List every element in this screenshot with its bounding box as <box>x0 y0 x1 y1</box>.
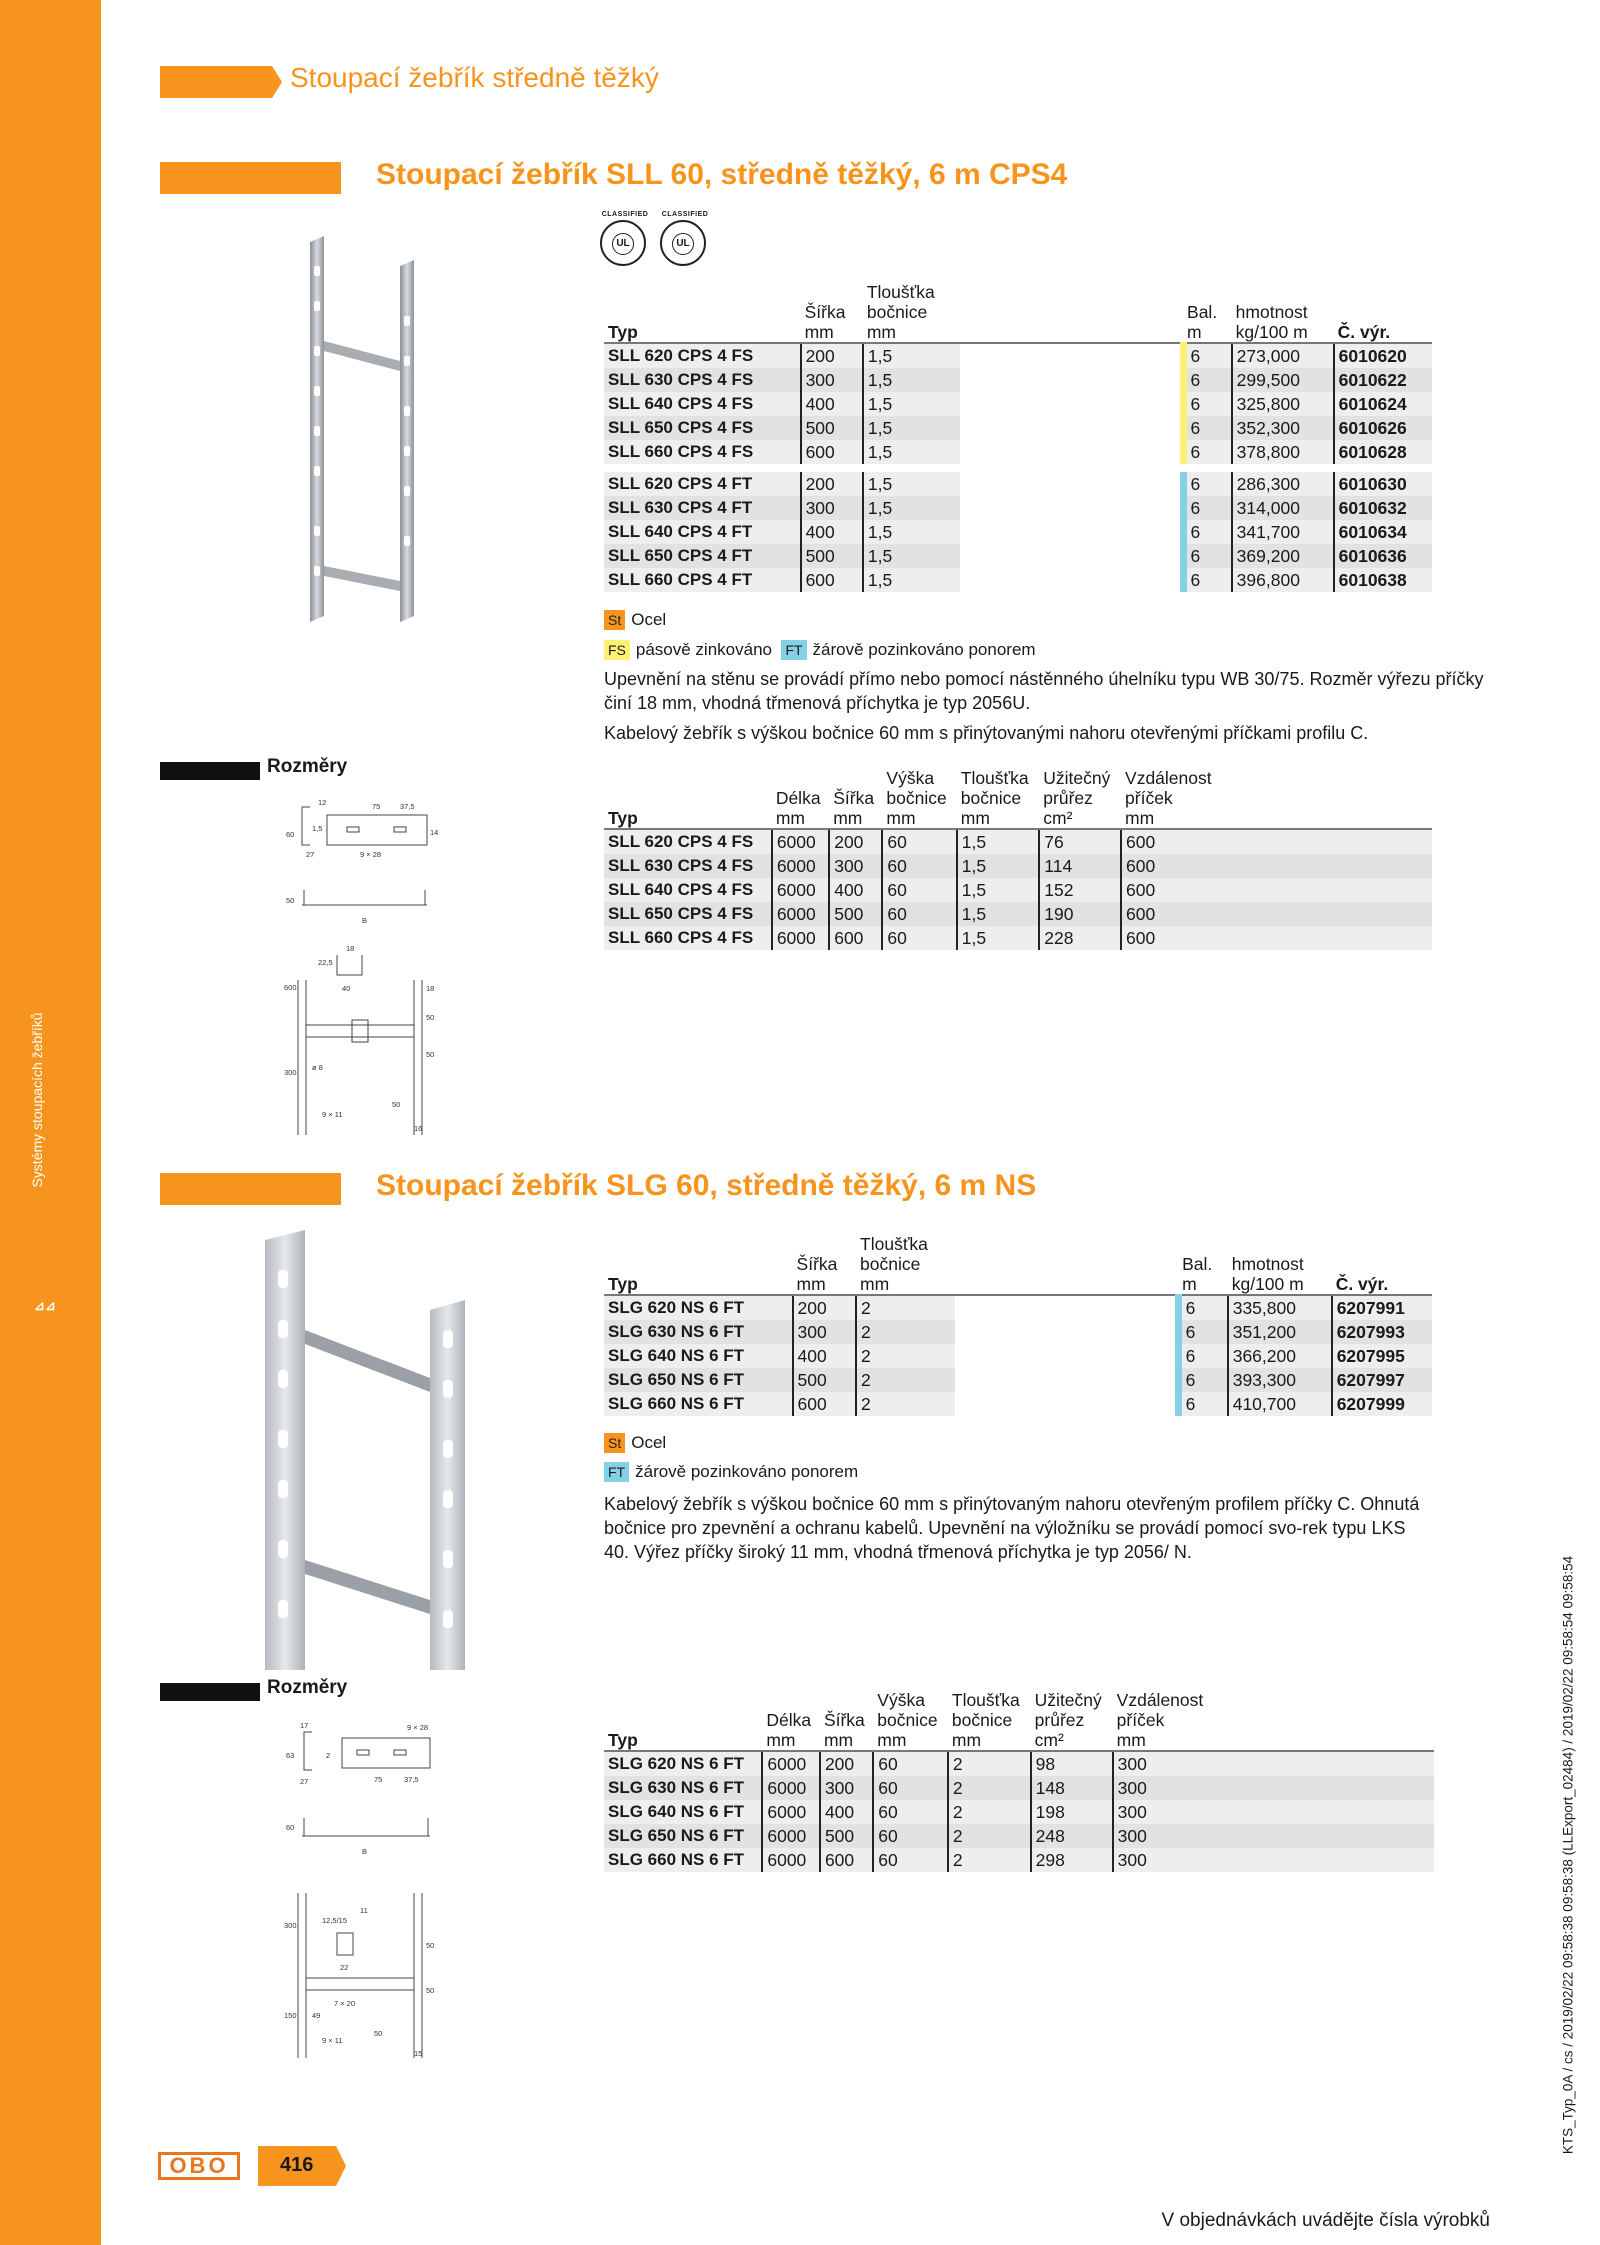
dim-label: 75 <box>374 1775 383 1784</box>
dim-label: 15 <box>414 2049 423 2058</box>
dim-label: 50 <box>426 1941 435 1950</box>
dim-label: 60 <box>286 830 295 839</box>
dim-label: 12,5/15 <box>322 1916 348 1925</box>
dim-label: 9 × 11 <box>322 1110 343 1119</box>
slg-dimension-drawing <box>282 1718 442 2063</box>
sll-dimension-drawing <box>282 795 442 1135</box>
dim-label: 49 <box>312 2011 321 2020</box>
table-row: SLL 650 CPS 4 FT 500 1,5 6 369,200 6010636 <box>604 544 1432 568</box>
dim-label: 50 <box>392 1100 401 1109</box>
dim-label: 14 <box>430 828 439 837</box>
side-band <box>0 0 101 2245</box>
dim-label: 18 <box>346 944 355 953</box>
ladder-photo-slg <box>260 1230 470 1670</box>
dim-label: 50 <box>374 2029 383 2038</box>
table-row: SLL 660 CPS 4 FT 600 1,5 6 396,800 6010638 <box>604 568 1432 592</box>
table-row: SLG 640 NS 6 FT 400 2 6 366,200 6207995 <box>604 1344 1432 1368</box>
slg-order-table: Tloušťka Šířka bočnice Bal. hmotnost Typ mm mm m kg/100 m Č. výr. SLG 620 NS 6 FT 200 2 6 335,800 6207991 SLG 630 NS 6 FT 300 2 6 351,200 6207993 SLG 640 NS 6 FT 400 2 6 366,200 6207995 SLG 650 NS 6 FT 500 2 6 393,300 6207997 SLG 660 NS 6 FT 600 2 6 410,700 6207999 <box>604 1234 1432 1416</box>
ladder-photo-sll <box>300 236 430 622</box>
header-bar <box>160 66 272 98</box>
dim-label: 2 <box>326 1751 331 1760</box>
dim-label: 18 <box>426 984 435 993</box>
dim-label: 9 × 28 <box>407 1723 429 1732</box>
dim-label: 7 × 20 <box>334 1999 356 2008</box>
header-arrow <box>272 66 282 98</box>
table-row: SLG 620 NS 6 FT 200 2 6 335,800 6207991 <box>604 1295 1432 1320</box>
dim-label: 40 <box>342 984 351 993</box>
dim-label: 9 × 28 <box>360 850 382 859</box>
page-title: Stoupací žebřík středně těžký <box>290 62 659 93</box>
dim-label: 16 <box>414 1124 423 1133</box>
table-row: SLG 640 NS 6 FT 6000 400 60 2 198 300 <box>604 1800 1434 1824</box>
dim-label: 300 <box>284 1068 297 1077</box>
dim-label: 17 <box>300 1721 309 1730</box>
slg-description-text: Kabelový žebřík s výškou bočnice 60 mm s přinýtovaným nahoru otevřeným profilem příčky C. Ohnutá bočnice pro zpevnění a ochranu kabelů. Upevnění na výložníku se provádí pomocí svo-rek typu LKS 40. Výřez příčky široký 11 mm, vhodná třmenová příchytka je typ 2056/ N. <box>604 1494 1420 1562</box>
dim-label: 37,5 <box>404 1775 419 1784</box>
sll-dimensions-table: Výška Tloušťka Užitečný Vzdálenost Délka Šířka bočnice bočnice průřez příček Typ mm mm mm mm cm² mm SLL 620 CPS 4 FS 6000 200 60 1,5 76 600 SLL 630 CPS 4 FS 6000 300 60 1,5 114 600 SLL 640 CPS 4 FS 6000 400 60 1,5 152 600 SLL 650 CPS 4 FS 6000 500 60 1,5 190 600 SLL 660 CPS 4 FS 6000 600 60 1,5 228 600 <box>604 768 1432 950</box>
dim-label: 50 <box>426 1986 435 1995</box>
legend-steel-2: St Ocel <box>604 1433 666 1453</box>
table-row: SLL 640 CPS 4 FS 6000 400 60 1,5 152 600 <box>604 878 1432 902</box>
dim-label: 150 <box>284 2011 297 2020</box>
table-row: SLL 660 CPS 4 FS 6000 600 60 1,5 228 600 <box>604 926 1432 950</box>
section1-title: Stoupací žebřík SLL 60, středně těžký, 6 m CPS4 <box>376 158 1068 191</box>
ul-classified-badge: CLASSIFIED UL <box>600 220 646 266</box>
section2-bar <box>160 1173 341 1205</box>
legend-finish-2: FT žárově pozinkováno ponorem <box>604 1462 858 1482</box>
dim-label: 12 <box>318 798 327 807</box>
table-row: SLL 640 CPS 4 FT 400 1,5 6 341,700 6010634 <box>604 520 1432 544</box>
dim-label: 75 <box>372 802 381 811</box>
table-row: SLG 620 NS 6 FT 6000 200 60 2 98 300 <box>604 1751 1434 1776</box>
dim-label: 11 <box>360 1906 368 1915</box>
dim-label: 300 <box>284 1921 297 1930</box>
footer-note: V objednávkách uvádějte čísla výrobků <box>1161 2210 1490 2231</box>
table-row: SLL 640 CPS 4 FS 400 1,5 6 325,800 6010624 <box>604 392 1432 416</box>
dim-label: 37,5 <box>400 802 415 811</box>
table-row: SLL 650 CPS 4 FS 500 1,5 6 352,300 6010626 <box>604 416 1432 440</box>
dims-bar <box>160 762 260 780</box>
table-row: SLG 630 NS 6 FT 300 2 6 351,200 6207993 <box>604 1320 1432 1344</box>
table-row: SLG 660 NS 6 FT 6000 600 60 2 298 300 <box>604 1848 1434 1872</box>
table-row: SLG 650 NS 6 FT 6000 500 60 2 248 300 <box>604 1824 1434 1848</box>
dim-label: 60 <box>286 1823 295 1832</box>
dims-bar-2 <box>160 1683 260 1701</box>
sll-order-table: Tloušťka Šířka bočnice Bal. hmotnost Typ mm mm m kg/100 m Č. výr. SLL 620 CPS 4 FS 200 1,5 6 273,000 6010620 SLL 630 CPS 4 FS 300 1,5 6 299,500 6010622 SLL 640 CPS 4 FS 400 1,5 6 325,800 6010624 SLL 650 CPS 4 FS 500 1,5 6 352,300 6010626 SLL 660 CPS 4 FS 600 1,5 6 378,800 6010628 SLL 620 CPS 4 FT 200 1,5 6 286,300 6010630 SLL 630 CPS 4 FT 300 1,5 6 314,000 6010632 SLL 640 CPS 4 FT 400 1,5 6 341,700 6010634 SLL 650 CPS 4 FT 500 1,5 6 369,200 6010636 SLL 660 CPS 4 FT 600 1,5 6 396,800 6010638 <box>604 282 1432 592</box>
sll-description-text: Kabelový žebřík s výškou bočnice 60 mm s přinýtovanými nahoru otevřenými příčkami profilu C. <box>604 723 1369 743</box>
dim-label: 9 × 11 <box>322 2036 343 2045</box>
table-row: SLL 630 CPS 4 FS 6000 300 60 1,5 114 600 <box>604 854 1432 878</box>
table-row: SLL 660 CPS 4 FS 600 1,5 6 378,800 6010628 <box>604 440 1432 464</box>
dim-label: 50 <box>286 896 295 905</box>
table-row: SLL 650 CPS 4 FS 6000 500 60 1,5 190 600 <box>604 902 1432 926</box>
dim-label: 22,5 <box>318 958 333 967</box>
obo-logo: OBO <box>158 2152 240 2180</box>
table-row: SLL 620 CPS 4 FS 6000 200 60 1,5 76 600 <box>604 829 1432 854</box>
table-row: SLG 630 NS 6 FT 6000 300 60 2 148 300 <box>604 1776 1434 1800</box>
chapter-icon: ⊿⊿ <box>34 1298 56 1313</box>
dim-label: 50 <box>426 1050 435 1059</box>
section2-title: Stoupací žebřík SLG 60, středně těžký, 6 m NS <box>376 1169 1037 1202</box>
dim-label: 22 <box>340 1963 349 1972</box>
export-code: KTS_Typ_0A / cs / 2019/02/22 09:58:38 09:58:38 (LLExport_02484) / 2019/02/22 09:58:54 09:58:54 <box>1560 1555 1576 2155</box>
table-row: SLL 620 CPS 4 FS 200 1,5 6 273,000 6010620 <box>604 343 1432 368</box>
dim-label: 600 <box>284 983 297 992</box>
table-row: SLL 630 CPS 4 FT 300 1,5 6 314,000 6010632 <box>604 496 1432 520</box>
table-row: SLL 620 CPS 4 FT 200 1,5 6 286,300 6010630 <box>604 472 1432 496</box>
legend-steel: St Ocel <box>604 610 666 630</box>
dim-label: 50 <box>426 1013 435 1022</box>
section1-bar <box>160 162 341 194</box>
sll-mounting-text: Upevnění na stěnu se provádí přímo nebo pomocí nástěnného úhelníku typu WB 30/75. Rozměr výřezu příčky činí 18 mm, vhodná třmenová příchytka je typ 2056U. <box>604 669 1484 713</box>
table-row: SLL 630 CPS 4 FS 300 1,5 6 299,500 6010622 <box>604 368 1432 392</box>
dim-label: B <box>362 916 368 925</box>
cul-classified-badge: CLASSIFIED UL <box>660 220 706 266</box>
page-number-arrow <box>336 2146 346 2186</box>
table-row: SLG 650 NS 6 FT 500 2 6 393,300 6207997 <box>604 1368 1432 1392</box>
dim-label: 1,5 <box>312 824 323 833</box>
dim-label: B <box>362 1847 368 1856</box>
dims-label-2: Rozměry <box>267 1677 348 1698</box>
page-number: 416 <box>280 2154 314 2176</box>
dims-label: Rozměry <box>267 756 348 777</box>
legend-finish: FS pásově zinkováno FT žárově pozinkováno ponorem <box>604 640 1036 660</box>
side-chapter-label: Systémy stoupacích žebříků <box>29 1012 45 1188</box>
table-row: SLG 660 NS 6 FT 600 2 6 410,700 6207999 <box>604 1392 1432 1416</box>
dim-label: 27 <box>300 1777 309 1786</box>
slg-dimensions-table: Výška Tloušťka Užitečný Vzdálenost Délka Šířka bočnice bočnice průřez příček Typ mm mm mm mm cm² mm SLG 620 NS 6 FT 6000 200 60 2 98 300 SLG 630 NS 6 FT 6000 300 60 2 148 300 SLG 640 NS 6 FT 6000 400 60 2 198 300 SLG 650 NS 6 FT 6000 500 60 2 248 300 SLG 660 NS 6 FT 6000 600 60 2 298 300 <box>604 1690 1434 1872</box>
dim-label: 27 <box>306 850 315 859</box>
dim-label: ø 8 <box>312 1063 323 1072</box>
dim-label: 63 <box>286 1751 295 1760</box>
